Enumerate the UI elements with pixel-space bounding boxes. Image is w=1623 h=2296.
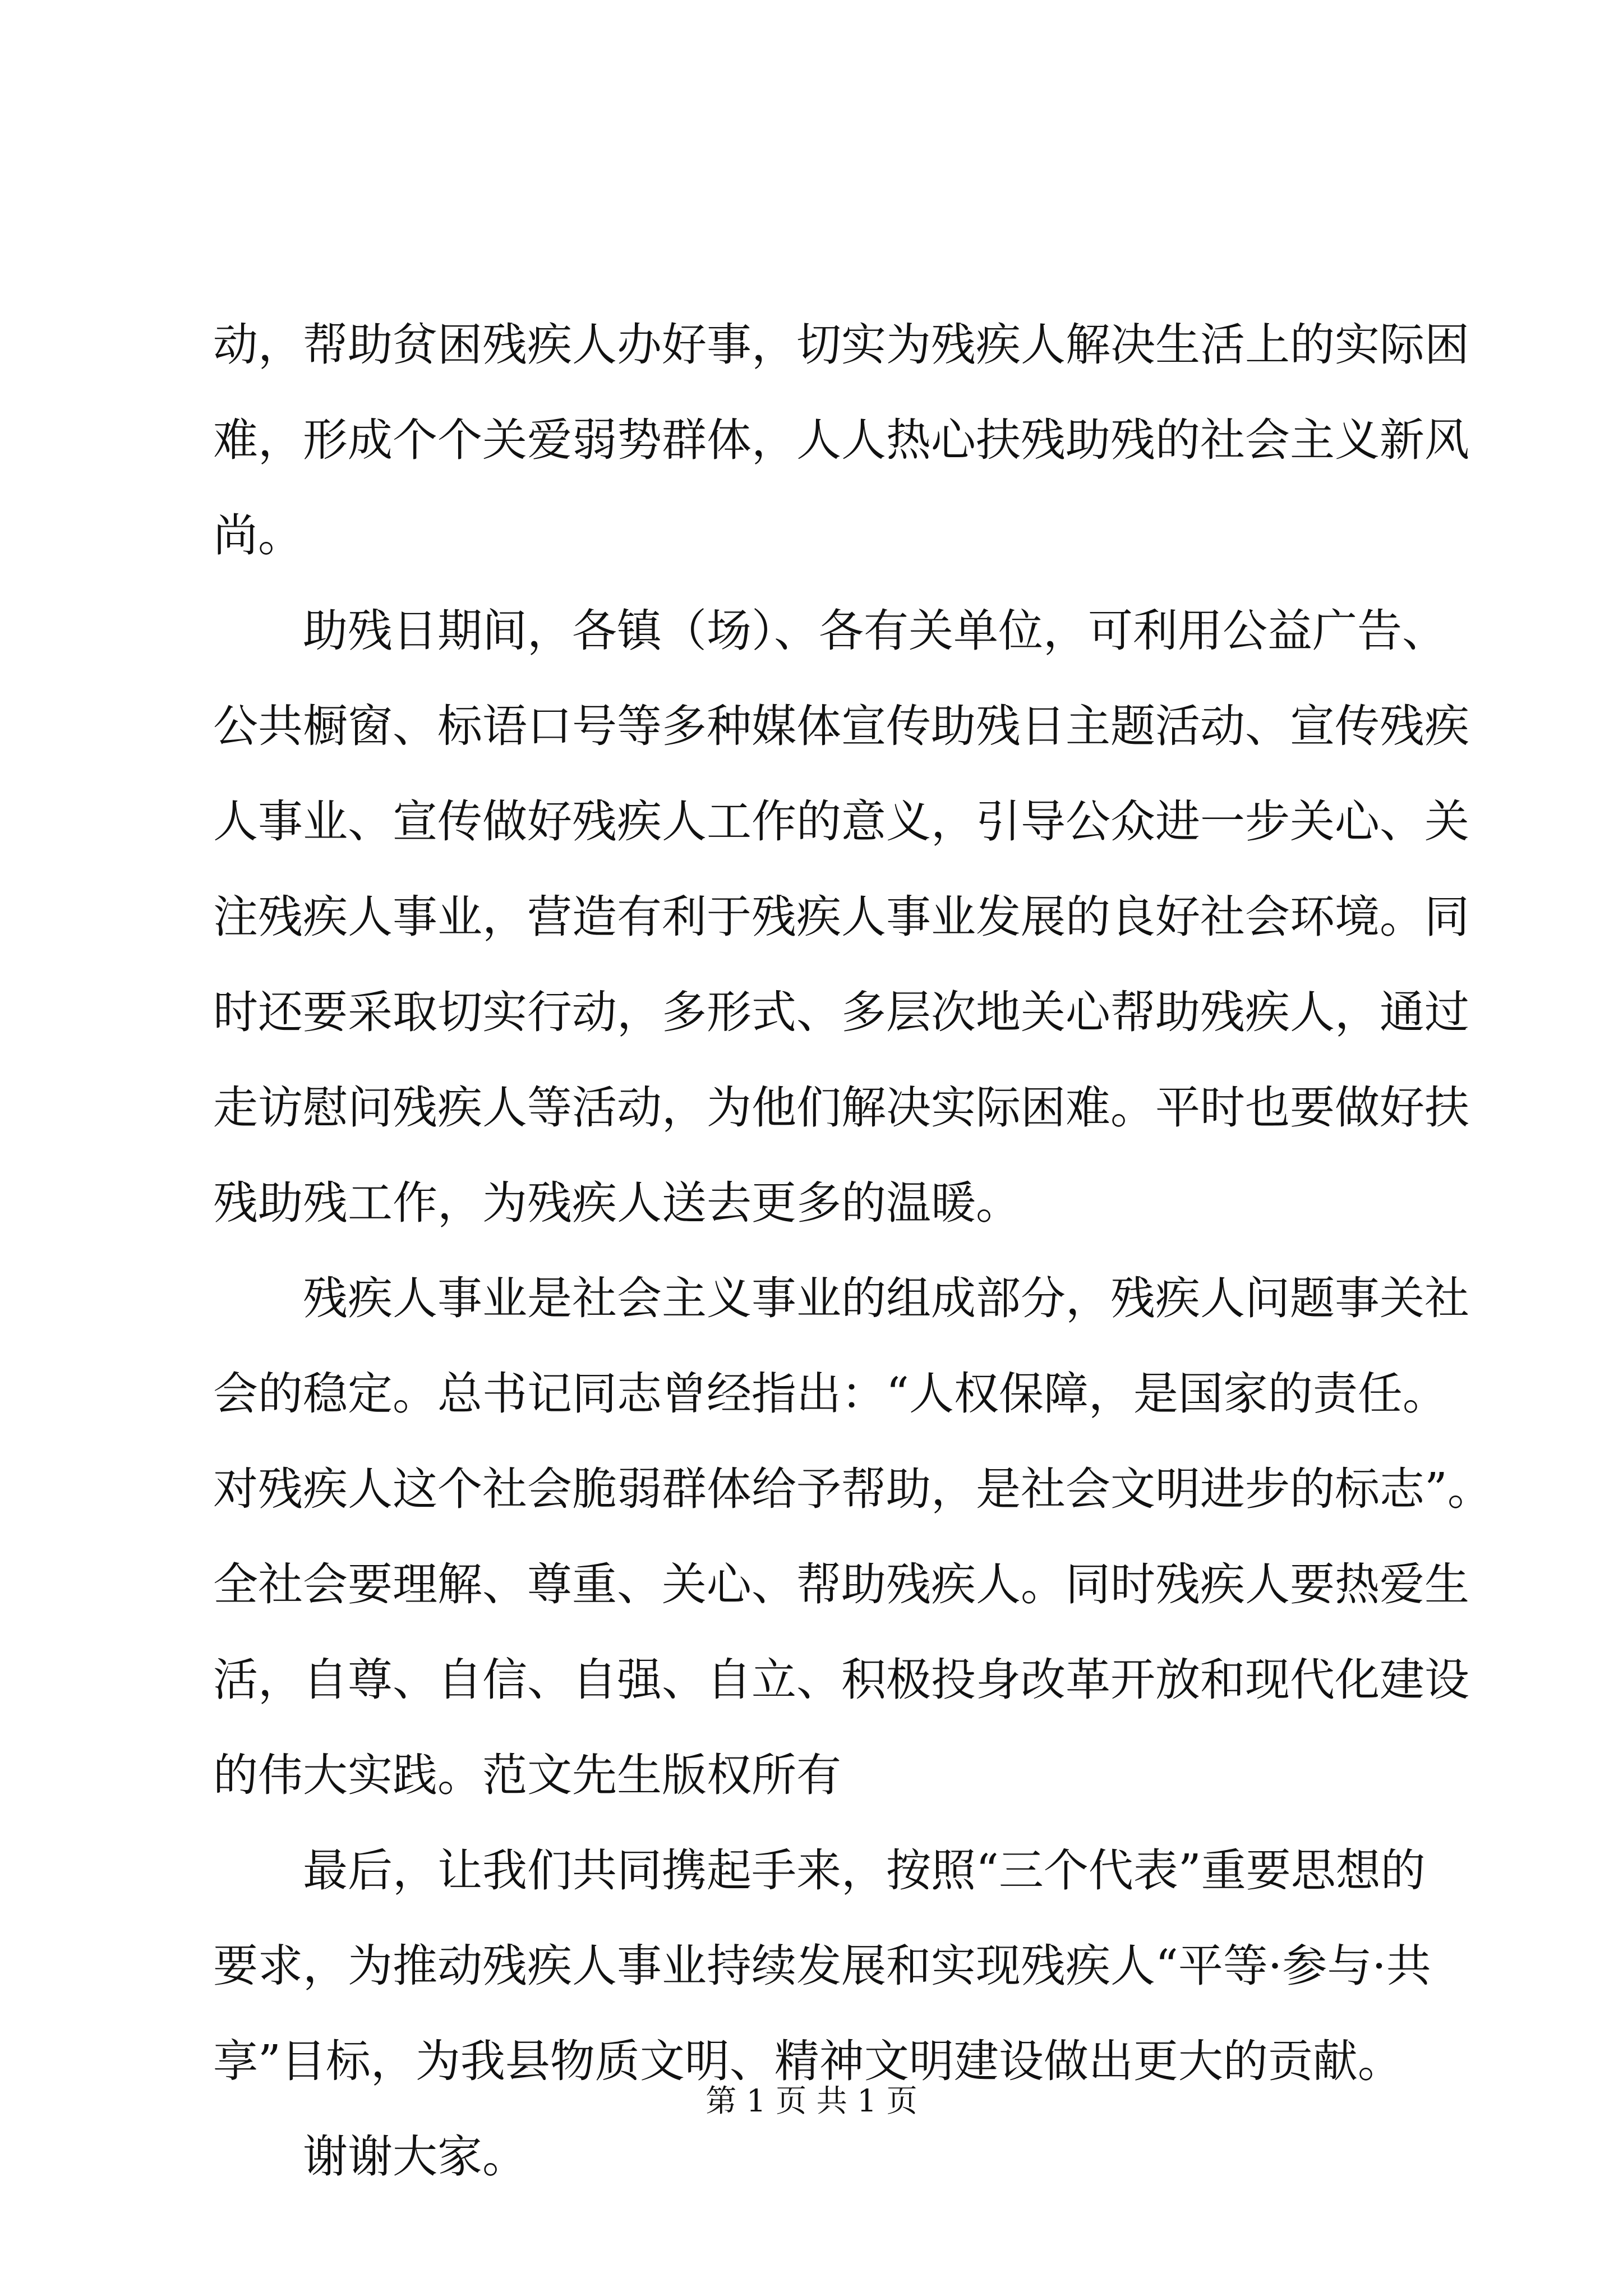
text-line: 残助残工作，为残疾人送去更多的温暖。 (213, 1177, 1021, 1229)
text-line: 助残日期间，各镇（场）、各有关单位，可利用公益广告、 (303, 605, 1447, 657)
text-line: 尚。 (213, 509, 303, 562)
text-line: 人事业、宣传做好残疾人工作的意义，引导公众进一步关心、关 (213, 795, 1469, 848)
text-line: 对残疾人这个社会脆弱群体给予帮助，是社会文明进步的标志”。 (213, 1463, 1492, 1515)
text-line: 会的稳定。总书记同志曾经指出：“人权保障，是国家的责任。 (213, 1368, 1447, 1420)
text-line: 公共橱窗、标语口号等多种媒体宣传助残日主题活动、宣传残疾 (213, 700, 1469, 752)
paragraph (213, 297, 1469, 583)
document-body (213, 297, 1492, 2205)
text-line: 难，形成个个关爱弱势群体，人人热心扶残助残的社会主义新风 (213, 414, 1469, 466)
text-line: 享”目标，为我县物质文明、精神文明建设做出更大的贡献。 (213, 2035, 1403, 2087)
paragraph (213, 1823, 1431, 2109)
paragraph (213, 583, 1469, 1251)
text-line: 的伟大实践。范文先生版权所有 (213, 1749, 841, 1801)
paragraph (213, 2109, 1419, 2205)
text-line: 活，自尊、自信、自强、自立、积极投身改革开放和现代化建设 (213, 1654, 1469, 1706)
text-line: 残疾人事业是社会主义事业的组成部分，残疾人问题事关社 (303, 1272, 1469, 1324)
text-line: 时还要采取切实行动，多形式、多层次地关心帮助残疾人，通过 (213, 986, 1469, 1038)
text-line: 注残疾人事业，营造有利于残疾人事业发展的良好社会环境。同 (213, 891, 1469, 943)
paragraph (213, 1251, 1492, 1823)
text-line: 全社会要理解、尊重、关心、帮助残疾人。同时残疾人要热爱生 (213, 1558, 1469, 1611)
text-line: 动，帮助贫困残疾人办好事，切实为残疾人解决生活上的实际困 (213, 319, 1469, 371)
text-line: 谢谢大家。 (303, 2131, 527, 2183)
page-number-footer: 第 1 页 共 1 页 (706, 2083, 917, 2119)
text-line: 走访慰问残疾人等活动，为他们解决实际困难。平时也要做好扶 (213, 1082, 1469, 1134)
text-line: 要求，为推动残疾人事业持续发展和实现残疾人“平等·参与·共 (213, 1940, 1431, 1992)
text-line: 最后，让我们共同携起手来，按照“三个代表”重要思想的 (303, 1844, 1426, 1897)
